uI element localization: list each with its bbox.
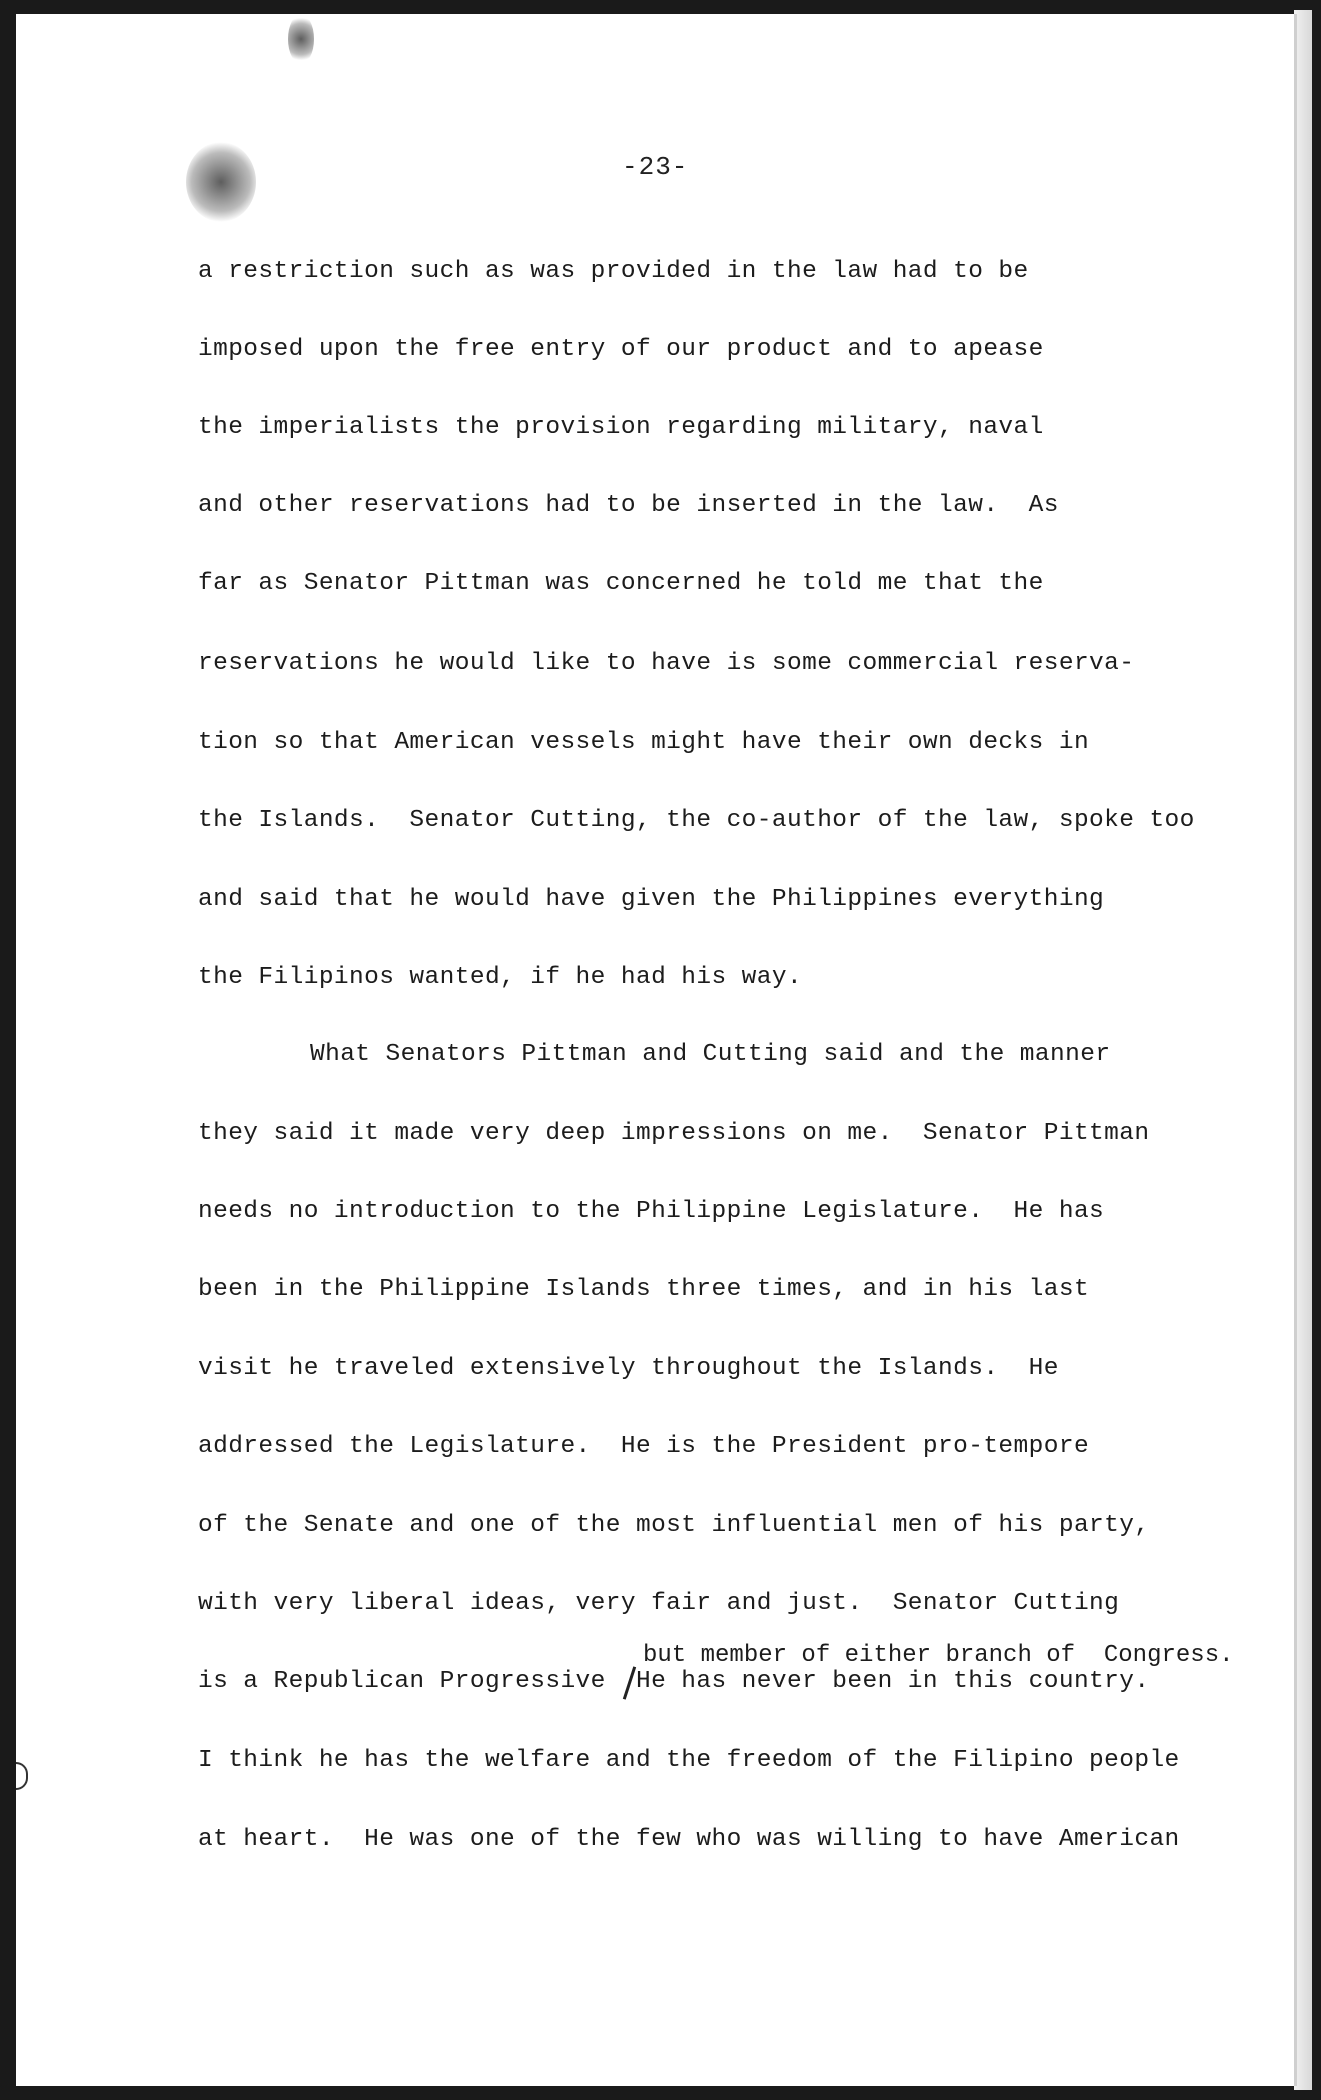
text-line-8: the Islands. Senator Cutting, the co-author of the law, spoke too <box>198 807 1195 834</box>
page-number: -23- <box>622 152 689 182</box>
text-line-14: been in the Philippine Islands three times, and in his last <box>198 1276 1090 1303</box>
text-line-17: of the Senate and one of the most influential men of his party, <box>198 1512 1150 1539</box>
inserted-note: but member of either branch of Congress. <box>643 1642 1234 1669</box>
text-line-3: the imperialists the provision regarding military, naval <box>198 414 1044 441</box>
text-line-18: with very liberal ideas, very fair and just. Senator Cutting <box>198 1590 1120 1617</box>
text-line-21: at heart. He was one of the few who was willing to have American <box>198 1826 1180 1853</box>
ink-smudge-top <box>288 14 314 64</box>
ink-smudge-left <box>186 142 256 222</box>
punch-hole-mark <box>16 1762 28 1790</box>
text-line-4: and other reservations had to be inserted in the law. As <box>198 492 1059 519</box>
text-line-10: the Filipinos wanted, if he had his way. <box>198 964 803 991</box>
text-line-5: far as Senator Pittman was concerned he told me that the <box>198 570 1044 597</box>
text-line-13: needs no introduction to the Philippine Legislature. He has <box>198 1198 1105 1225</box>
text-line-19: is a Republican Progressive He has never been in this country. <box>198 1668 1150 1695</box>
text-line-12: they said it made very deep impressions on me. Senator Pittman <box>198 1120 1150 1147</box>
text-line-20: I think he has the welfare and the freedom of the Filipino people <box>198 1747 1180 1774</box>
text-line-16: addressed the Legislature. He is the President pro-tempore <box>198 1433 1090 1460</box>
text-line-15: visit he traveled extensively throughout the Islands. He <box>198 1355 1059 1382</box>
text-line-11: What Senators Pittman and Cutting said and the manner <box>310 1041 1111 1068</box>
text-line-2: imposed upon the free entry of our product and to apease <box>198 336 1044 363</box>
text-line-7: tion so that American vessels might have their own decks in <box>198 729 1090 756</box>
text-line-6: reservations he would like to have is some commercial reserva- <box>198 650 1135 677</box>
text-line-1: a restriction such as was provided in the law had to be <box>198 258 1029 285</box>
text-line-9: and said that he would have given the Philippines everything <box>198 886 1105 913</box>
